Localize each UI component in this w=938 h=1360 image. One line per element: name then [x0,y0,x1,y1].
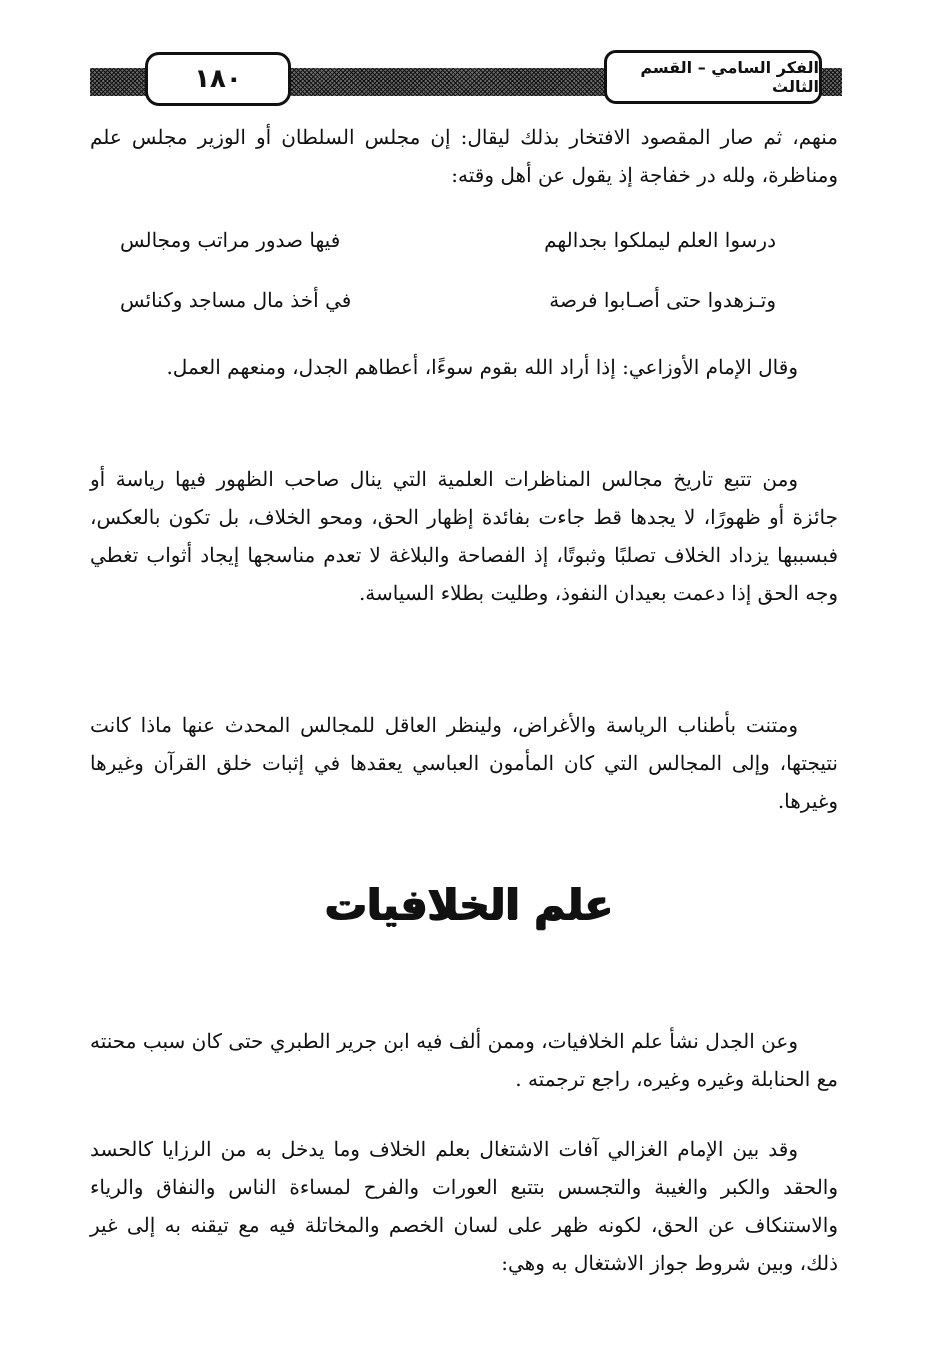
verse-first-hemistich: درسوا العلم ليملكوا بجدالهم [544,228,776,252]
page-header [90,44,842,106]
paragraph-ghazali: وقد بين الإمام الغزالي آفات الاشتغال بعلم الخلاف وما يدخل به من الرزايا كالحسد والحقد والكبر والغيبة والتجسس بتتبع العورات والفرح لمساءة الناس والنفاق والرياء والاستنكاف عن الحق، لكونه ظهر على لسان الخصم والمخاتلة فيه مع تيقنه به إلى غير ذلك، وبين شروط جواز الاشتغال به وهي: [90,1137,838,1275]
paragraph-origin-khilafiyat: وعن الجدل نشأ علم الخلافيات، وممن ألف فيه ابن جرير الطبري حتى كان سبب محنته مع الحنابلة وغيره وغيره، راجع ترجمته . [90,1029,838,1091]
verse-line [120,228,776,268]
verse-first-hemistich: وتـزهدوا حتى أصـابوا فرصة [549,288,776,312]
paragraph-mamun-councils: ومتنت بأطناب الرياسة والأغراض، ولينظر العاقل للمجالس المحدث عنها ماذا كانت نتيجتها، وإلى المجالس التي كان المأمون العباسي يعقدها في إثبات خلق القرآن وغيرها وغيرها. [90,713,838,813]
running-title: الفكر السامي – القسم الثالث [604,50,822,104]
section-heading: علم الخلافيات [324,880,614,929]
page-number: ١٨٠ [145,52,291,106]
paragraph-awzai-quote: وقال الإمام الأوزاعي: إذا أراد الله بقوم سوءًا، أعطاهم الجدل، ومنعهم العمل. [166,355,798,379]
verse-second-hemistich: في أخذ مال مساجد وكنائس [120,288,352,312]
paragraph-debate-history: ومن تتبع تاريخ مجالس المناظرات العلمية التي ينال صاحب الظهور فيها رياسة أو جائزة أو ظهورًا، لا يجدها قط جاءت بفائدة إظهار الحق، ومحو الخلاف، بل تكون بالعكس، فبسببها يزداد الخلاف تصلبًا وثبوتًا، إذ الفصاحة والبلاغة لا تعدم مناسجها إيجاد أثواب تغطي وجه الحق إذا دعمت بعيدان النفوذ، وطليت بطلاء السياسة. [90,467,838,605]
verse-second-hemistich: فيها صدور مراتب ومجالس [120,228,341,252]
paragraph-continuation: منهم، ثم صار المقصود الافتخار بذلك ليقال: إن مجلس السلطان أو الوزير مجلس علم ومناظرة، ولله در خفاجة إذ يقول عن أهل وقته: [90,125,838,187]
verse-line [120,288,776,328]
